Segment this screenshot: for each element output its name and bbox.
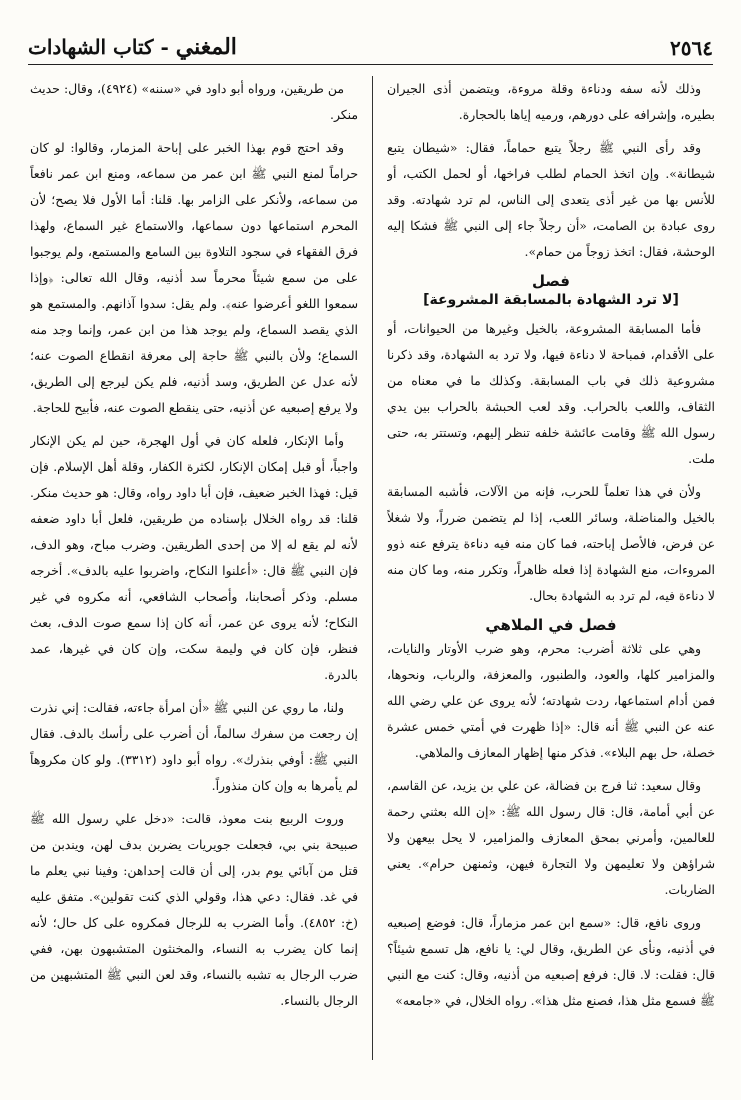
paragraph: وقد احتج قوم بهذا الخبر على إباحة المزمار، وقالوا: لو كان حراماً لمنع النبي ﷺ ابن عمر من سماعه، ومنع ابن عمر نافعاً من سماعه، ولأنكر على الزامر بها. قلنا: أما الأول فلا يصح؛ لأن المحرم استماعها دون سماعها، والاستماع غير السماع، ولهذا فرق الفقهاء في سجود التلاوة بين السامع والمستمع، ولم يوجبوا على من سمع شيئاً محرماً سد أذنيه، وقال الله تعالى: ﴿وإذا سمعوا اللغو أعرضوا عنه﴾. ولم يقل: سدوا آذانهم. والمستمع هو الذي يقصد السماع، ولم يوجد هذا من ابن عمر، وإنما وجد منه السماع؛ ولأن بالنبي ﷺ حاجة إلى معرفة انقطاع الصوت عنه؛ لأنه عدل عن الطريق، وسد أذنيه، فلم يكن ليرجع إلى الطريق، ولا يرفع إصبعيه عن أذنيه، حتى ينقطع الصوت عنه، فأبيح للحاجة.: [30, 140, 358, 415]
paragraph: من طريقين، ورواه أبو داود في «سننه» (٤٩٢٤)، وقال: حديث منكر.: [30, 81, 358, 122]
paragraph: ولأن في هذا تعلماً للحرب، فإنه من الآلات، فأشبه المسابقة بالخيل والمناضلة، وسائر اللعب، إذا لم يتضمن ضرراً، ولا شغلاً عن فرض، فالأصل إباحته، فما كان منه فيه دناءة يترفع عنه ذوو المروءات، منع الشهادة إذا فعله ظاهراً، وتكرر منه، وما كان منه لا دناءة فيه، لم ترد به الشهادة بحال.: [387, 484, 715, 603]
paragraph: وروت الربيع بنت معوذ، قالت: «دخل علي رسول الله ﷺ صبيحة بني بي، فجعلت جويريات يضربن بدف لهن، ويندبن من قتل من آبائي يوم بدر، إلى أن قالت إحداهن: وفينا نبي يعلم ما في غد. فقال: دعي هذا، وقولي الذي كنت تقولين». متفق عليه (خ: ٤٨٥٢). وأما الضرب به للرجال فمكروه على كل حال؛ لأنه إنما كان يضرب به النساء، والمخنثون المتشبهون بهن، ففي ضرب الرجال به تشبه بالنساء، وقد لعن النبي ﷺ المتشبهين من الرجال بالنساء.: [30, 811, 358, 1008]
left-column: [30, 76, 358, 1060]
page-header: [28, 30, 713, 65]
title-separator: -: [153, 35, 176, 59]
section-heading: فصل في الملاهي: [485, 616, 617, 634]
paragraph: وهي على ثلاثة أضرب: محرم، وهو ضرب الأوتار والنايات، والمزامير كلها، والعود، والطنبور، والمعزفة، والرباب، ونحوها، فمن أدام استماعها، ردت شهادته؛ لأنه يروى عن علي رضي الله عنه عن النبي ﷺ أنه قال: «إذا ظهرت في أمتي خمس عشرة خصلة، حل بهم البلاء». فذكر منها إظهار المعازف والملاهي.: [387, 641, 715, 760]
running-title: [28, 34, 237, 64]
book-title: المغني: [175, 34, 237, 60]
text-columns: [30, 76, 715, 1060]
paragraph: ولنا، ما روي عن النبي ﷺ «أن امرأة جاءته، فقالت: إني نذرت إن رجعت من سفرك سالماً، أن أضرب على رأسك بالدف. فقال النبي ﷺ: أوفي بنذرك». رواه أبو داود (٣٣١٢). ولو كان مكروهاً لم يأمرها به وإن كان منذوراً.: [30, 700, 358, 793]
paragraph: وأما الإنكار، فلعله كان في أول الهجرة، حين لم يكن الإنكار واجباً، أو قبل إمكان الإنكار، لكثرة الكفار، وقلة أهل الإسلام. فإن قيل: فهذا الخبر ضعيف، فإن أبا داود رواه، وقال: هو حديث منكر. قلنا: قد رواه الخلال بإسناده من طريقين، فلعل أبا داود ضعفه لأنه لم يقع له إلا من إحدى الطريقين. وضرب مباح، وهو الدف، فإن النبي ﷺ قال: «أعلنوا النكاح، واضربوا عليه بالدف». أخرجه مسلم. وذكر أصحابنا، وأصحاب الشافعي، أنه مكروه في غير النكاح؛ لأنه يروى عن عمر، أنه كان إذا سمع صوت الدف، بعث فنظر، فإن كان في وليمة سكت، وإن كان في غيرها، عمد بالدرة.: [30, 433, 358, 682]
section-subheading: [لا ترد الشهادة بالمسابقة المشروعة]: [423, 292, 679, 308]
page-number: ٢٥٦٤: [670, 36, 713, 60]
paragraph: وقد رأى النبي ﷺ رجلاً يتبع حماماً، فقال: «شيطان يتبع شيطانة». وإن اتخذ الحمام لطلب فراخها، أو لحمل الكتب، أو للأنس بها من غير أذى يتعدى إلى الناس، لم ترد شهادته. وقد روى عبادة بن الصامت، «أن رجلاً جاء إلى النبي ﷺ فشكا إليه الوحشة، فقال: اتخذ زوجاً من حمام».: [387, 140, 715, 259]
paragraph: وروى نافع، قال: «سمع ابن عمر مزماراً، قال: فوضع إصبعيه في أذنيه، ونأى عن الطريق، وقال لي: يا نافع، هل تسمع شيئاً؟ قال: فقلت: لا. قال: فرفع إصبعيه من أذنيه، وقال: كنت مع النبي ﷺ فسمع مثل هذا، فصنع مثل هذا». رواه الخلال، في «جامعه»: [387, 915, 715, 1008]
paragraph: فأما المسابقة المشروعة، بالخيل وغيرها من الحيوانات، أو على الأقدام، فمباحة لا دناءة فيها، ولا ترد به الشهادة، وقد ذكرنا مشروعية ذلك في باب المسابقة. وكذلك ما في معناه من الثقاف، واللعب بالحراب. وقد لعب الحبشة بالحراب بين يدي رسول الله ﷺ وقامت عائشة خلفه تنظر إليهم، وتستتر به، حتى ملت.: [387, 321, 715, 466]
chapter-title: كتاب الشهادات: [28, 35, 154, 59]
paragraph: وقال سعيد: ثنا فرج بن فضالة، عن علي بن يزيد، عن القاسم، عن أبي أمامة، قال: قال رسول الله ﷺ: «إن الله بعثني رحمة للعالمين، وأمرني بمحق المعازف والمزامير، لا يحل بيعهن ولا شراؤهن ولا تعليمهن ولا التجارة فيهن، وثمنهن حرام». يعني الضاربات.: [387, 778, 715, 897]
section-heading: فصل: [532, 272, 570, 290]
right-column: [387, 76, 715, 1060]
column-divider: [372, 76, 373, 1060]
paragraph: وذلك لأنه سفه ودناءة وقلة مروءة، ويتضمن أذى الجيران بطيره، وإشرافه على دورهم، ورميه إياها بالحجارة.: [387, 81, 715, 122]
